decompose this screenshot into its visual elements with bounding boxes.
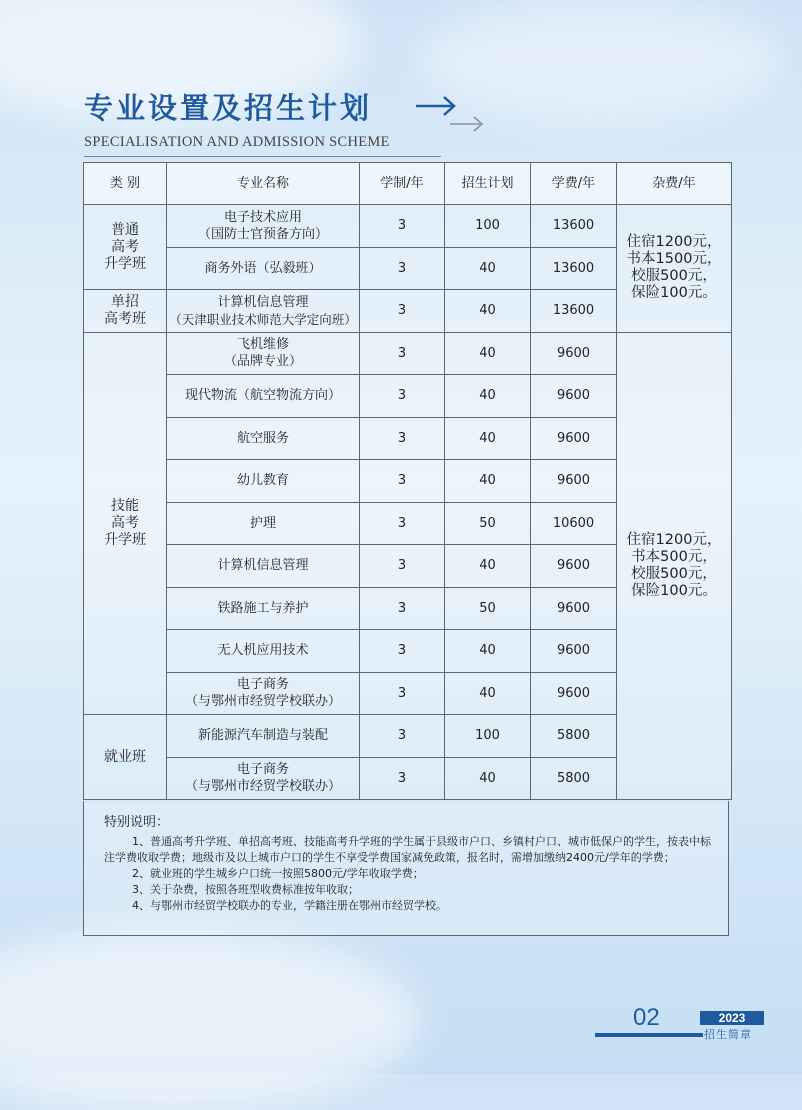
misc-fee-cell: 住宿1200元， 书本500元， 校服500元， 保险100元。 <box>617 332 732 800</box>
header-years: 学制/年 <box>360 163 445 205</box>
major-cell: 电子商务 （与鄂州市经贸学校联办） <box>167 757 360 800</box>
years-cell: 3 <box>360 672 445 715</box>
plan-cell: 40 <box>445 375 531 418</box>
admission-table <box>83 162 732 800</box>
tuition-cell: 13600 <box>531 247 617 290</box>
major-cell: 飞机维修 （品牌专业） <box>167 332 360 375</box>
tuition-cell: 9600 <box>531 375 617 418</box>
year-badge: 2023 <box>700 1011 764 1025</box>
years-cell: 3 <box>360 247 445 290</box>
plan-cell: 40 <box>445 545 531 588</box>
note-item: 2、就业班的学生城乡户口统一按照5800元/学年收取学费； <box>132 867 424 880</box>
tuition-cell: 9600 <box>531 630 617 673</box>
major-cell: 电子技术应用 （国防士官预备方向） <box>167 205 360 248</box>
major-cell: 航空服务 <box>167 417 360 460</box>
years-cell: 3 <box>360 502 445 545</box>
plan-cell: 40 <box>445 460 531 503</box>
tuition-cell: 9600 <box>531 417 617 460</box>
note-item: 4、与鄂州市经贸学校联办的专业，学籍注册在鄂州市经贸学校。 <box>132 899 447 912</box>
tuition-cell: 9600 <box>531 545 617 588</box>
brochure-label: 招生简章 <box>704 1028 752 1041</box>
page-title: 专业设置及招生计划 <box>84 91 373 125</box>
years-cell: 3 <box>360 375 445 418</box>
tuition-cell: 9600 <box>531 672 617 715</box>
page-subtitle: SPECIALISATION AND ADMISSION SCHEME <box>84 134 390 150</box>
table-header-row <box>84 163 732 205</box>
years-cell: 3 <box>360 460 445 503</box>
plan-cell: 40 <box>445 630 531 673</box>
table-row <box>84 205 732 248</box>
header-misc-fee: 杂费/年 <box>617 163 732 205</box>
category-cell: 普通 高考 升学班 <box>84 205 167 290</box>
title-divider <box>84 156 441 157</box>
plan-cell: 100 <box>445 715 531 758</box>
tuition-cell: 5800 <box>531 757 617 800</box>
header-major: 专业名称 <box>167 163 360 205</box>
tuition-cell: 13600 <box>531 290 617 333</box>
tuition-cell: 9600 <box>531 460 617 503</box>
misc-fee-cell: 住宿1200元， 书本1500元， 校服500元， 保险100元。 <box>617 205 732 333</box>
note-item: 1、普通高考升学班、单招高考班、技能高考升学班的学生属于县级市户口、乡镇村户口、城市低保户的学生，按表中标注学费收取学费；地级市及以上城市户口的学生不享受学费国家减免政策，报名时，需增加缴纳2400元/学年的学费； <box>104 835 711 864</box>
years-cell: 3 <box>360 205 445 248</box>
cloud <box>0 930 420 1110</box>
tuition-cell: 5800 <box>531 715 617 758</box>
page-number: 02 <box>633 1004 660 1031</box>
years-cell: 3 <box>360 290 445 333</box>
plan-cell: 40 <box>445 757 531 800</box>
category-cell: 技能 高考 升学班 <box>84 332 167 715</box>
header-category: 类 别 <box>84 163 167 205</box>
years-cell: 3 <box>360 587 445 630</box>
years-cell: 3 <box>360 715 445 758</box>
major-cell: 现代物流（航空物流方向） <box>167 375 360 418</box>
major-cell: 计算机信息管理 <box>167 545 360 588</box>
years-cell: 3 <box>360 545 445 588</box>
category-cell: 就业班 <box>84 715 167 800</box>
years-cell: 3 <box>360 332 445 375</box>
header-tuition: 学费/年 <box>531 163 617 205</box>
arrow-right-icon <box>414 92 486 136</box>
plan-cell: 50 <box>445 502 531 545</box>
plan-cell: 50 <box>445 587 531 630</box>
footer-divider <box>595 1033 703 1037</box>
major-cell: 无人机应用技术 <box>167 630 360 673</box>
tuition-cell: 10600 <box>531 502 617 545</box>
plan-cell: 40 <box>445 672 531 715</box>
tuition-cell: 9600 <box>531 587 617 630</box>
major-cell: 电子商务 （与鄂州市经贸学校联办） <box>167 672 360 715</box>
tuition-cell: 9600 <box>531 332 617 375</box>
years-cell: 3 <box>360 417 445 460</box>
years-cell: 3 <box>360 757 445 800</box>
major-cell: 计算机信息管理 （天津职业技术师范大学定向班） <box>167 290 360 333</box>
plan-cell: 100 <box>445 205 531 248</box>
notes-title: 特别说明： <box>104 815 170 830</box>
plan-cell: 40 <box>445 332 531 375</box>
table-row <box>84 332 732 375</box>
years-cell: 3 <box>360 630 445 673</box>
category-cell: 单招 高考班 <box>84 290 167 333</box>
note-item: 3、关于杂费，按照各班型收费标准按年收取； <box>132 883 359 896</box>
major-cell: 商务外语（弘毅班） <box>167 247 360 290</box>
special-notes <box>83 801 729 936</box>
plan-cell: 40 <box>445 290 531 333</box>
tuition-cell: 13600 <box>531 205 617 248</box>
major-cell: 铁路施工与养护 <box>167 587 360 630</box>
plan-cell: 40 <box>445 417 531 460</box>
major-cell: 幼儿教育 <box>167 460 360 503</box>
major-cell: 护理 <box>167 502 360 545</box>
header-plan: 招生计划 <box>445 163 531 205</box>
plan-cell: 40 <box>445 247 531 290</box>
major-cell: 新能源汽车制造与装配 <box>167 715 360 758</box>
